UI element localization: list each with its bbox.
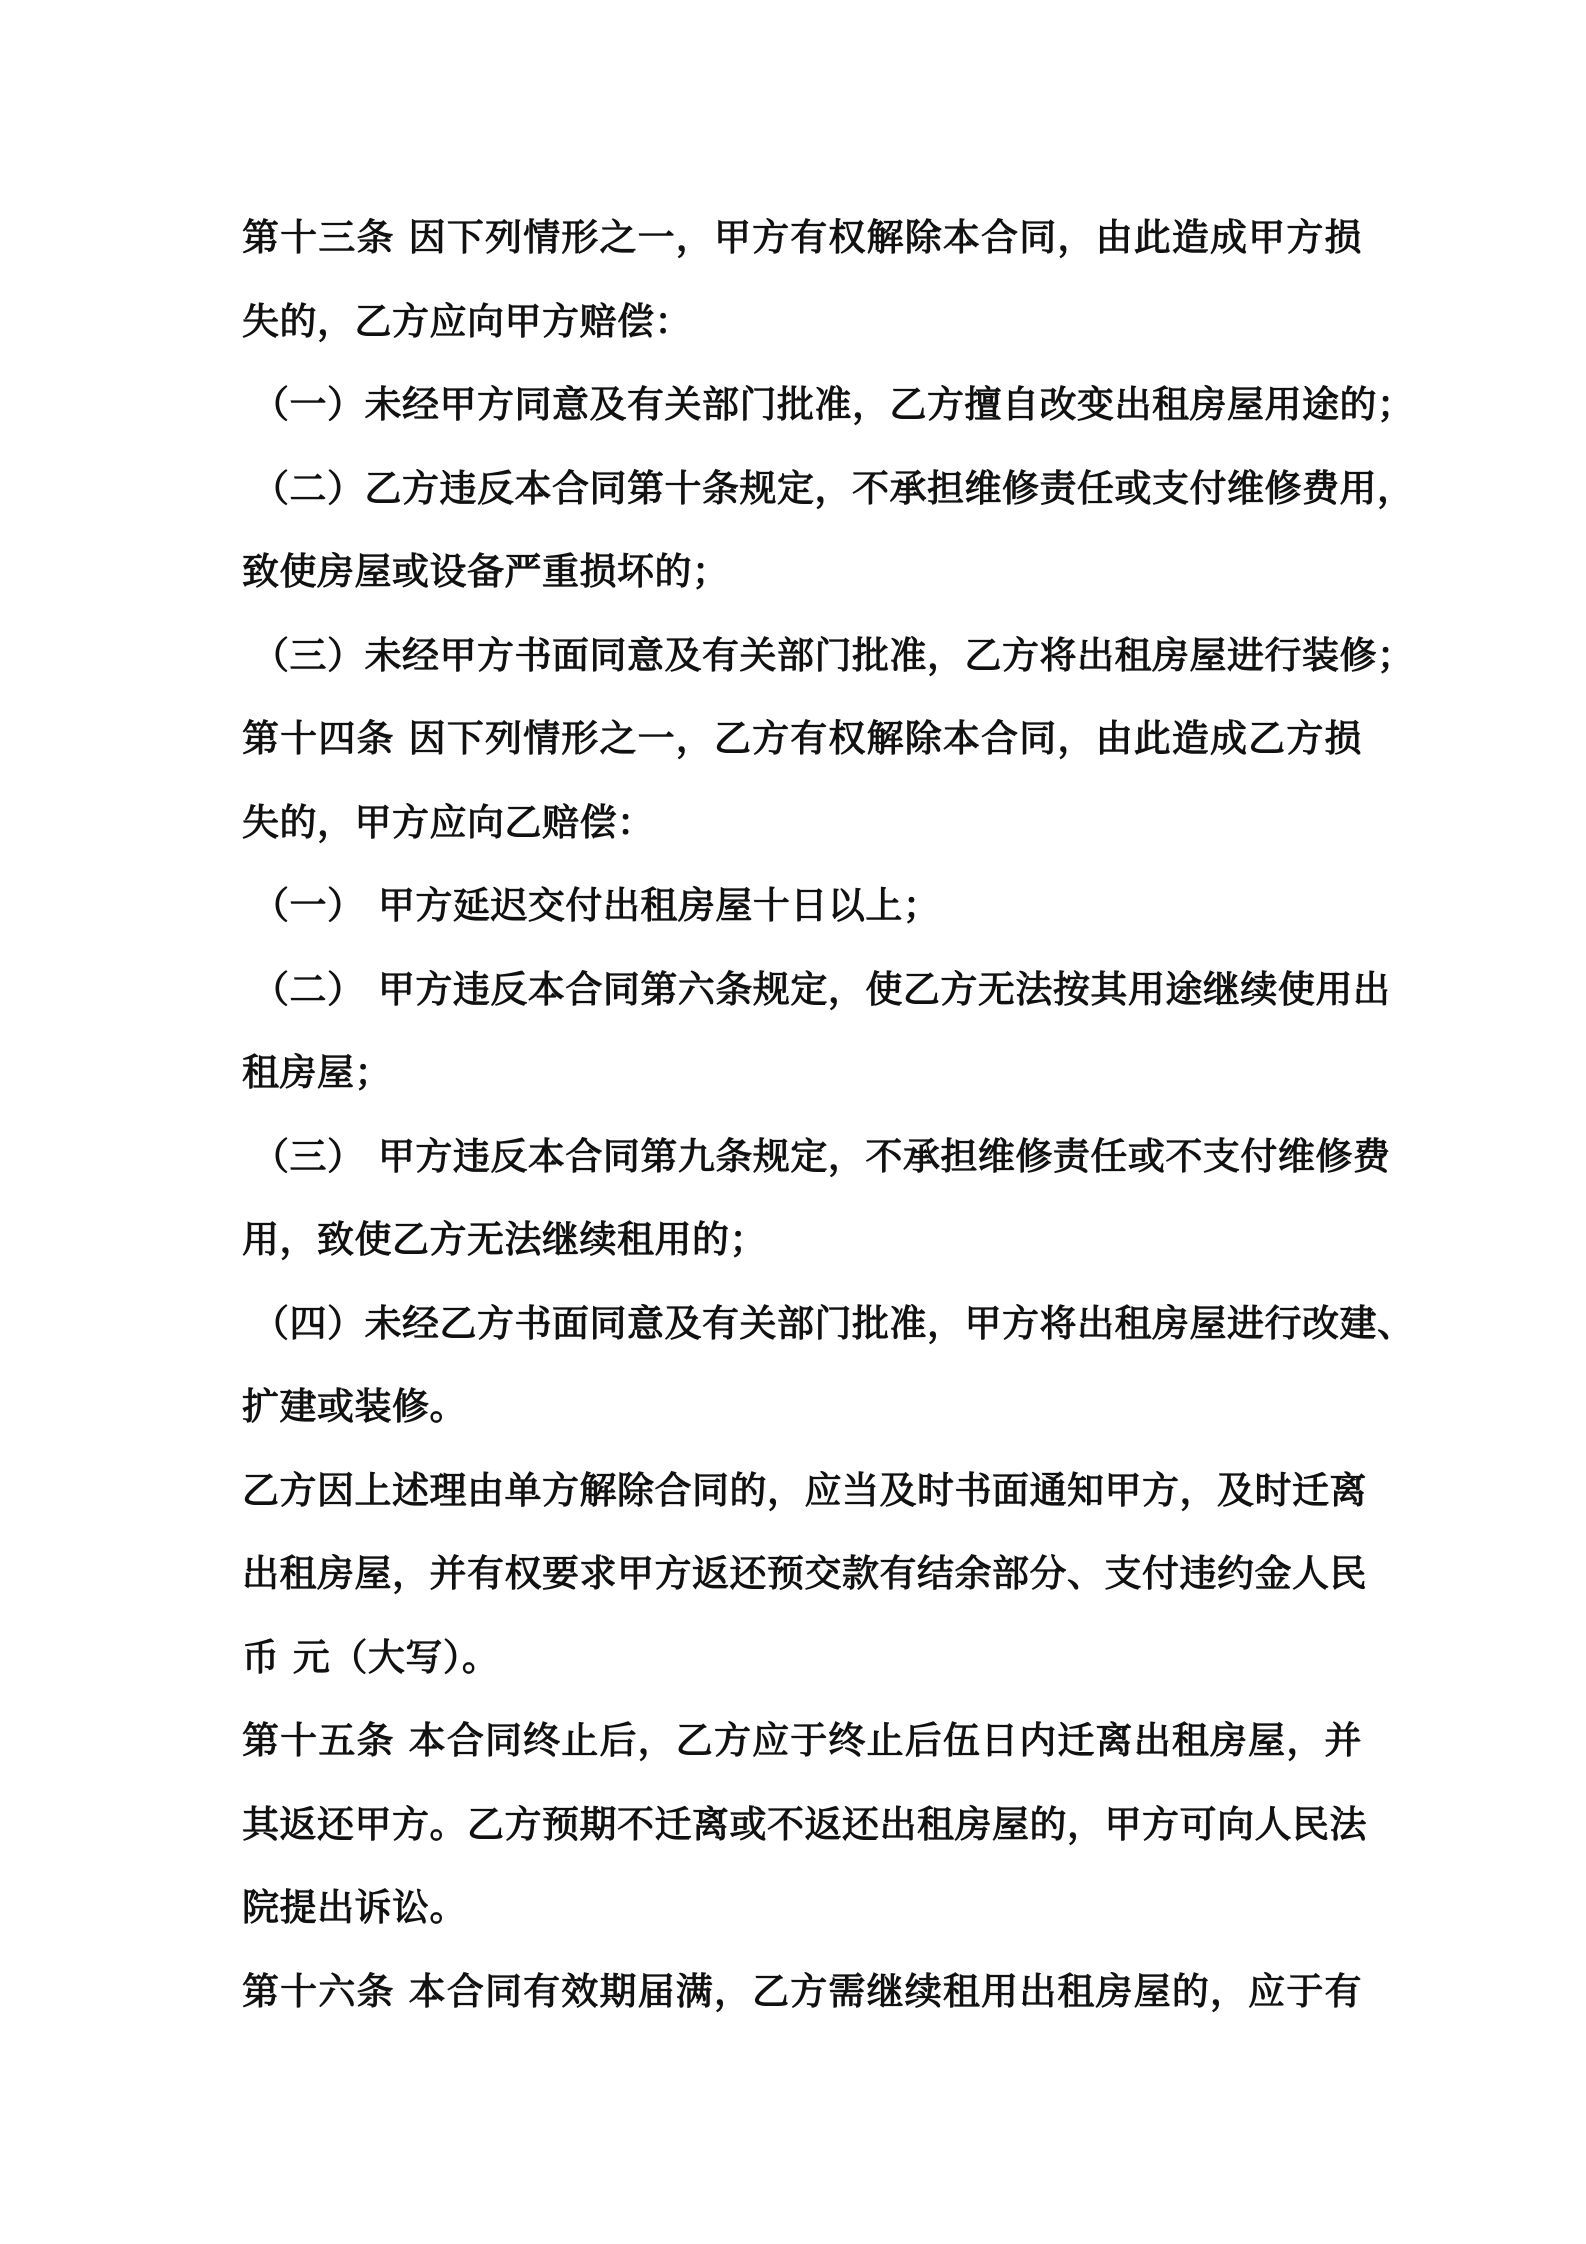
text-line: （三）未经甲方书面同意及有关部门批准，乙方将出租房屋进行装修； [252, 633, 1415, 677]
contract-text-body [242, 196, 1415, 2033]
text-line: 致使房屋或设备严重损坏的； [242, 550, 730, 593]
text-line: 院提出诉讼。 [242, 1886, 467, 1929]
text-line: 失的，甲方应向乙赔偿： [242, 800, 655, 844]
text-line: （二） 甲方违反本合同第六条规定，使乙方无法按其用途继续使用出 [252, 967, 1391, 1011]
text-line: （一） 甲方延迟交付出租房屋十日以上； [252, 884, 941, 927]
text-line: 币 元（大写）。 [242, 1635, 500, 1679]
text-line: 扩建或装修。 [242, 1385, 467, 1428]
text-line: 租房屋； [242, 1051, 392, 1094]
text-line: 第十四条 因下列情形之一，乙方有权解除本合同，由此造成乙方损 [242, 717, 1362, 760]
text-line: （三） 甲方违反本合同第九条规定，不承担维修责任或不支付维修费 [252, 1134, 1391, 1178]
text-line: 其返还甲方。乙方预期不迁离或不返还出租房屋的，甲方可向人民法 [242, 1802, 1367, 1846]
text-line: 失的，乙方应向甲方赔偿： [242, 299, 692, 343]
text-line: （四）未经乙方书面同意及有关部门批准，甲方将出租房屋进行改建、 [252, 1301, 1415, 1345]
text-line: 第十五条 本合同终止后，乙方应于终止后伍日内迁离出租房屋，并 [242, 1719, 1362, 1762]
text-line: 第十三条 因下列情形之一，甲方有权解除本合同，由此造成甲方损 [242, 216, 1362, 259]
text-line: 第十六条 本合同有效期届满，乙方需继续租用出租房屋的，应于有 [242, 1969, 1362, 2013]
text-line: （一）未经甲方同意及有关部门批准，乙方擅自改变出租房屋用途的； [252, 383, 1415, 426]
text-line: 乙方因上述理由单方解除合同的，应当及时书面通知甲方，及时迁离 [242, 1468, 1367, 1512]
text-line: 用，致使乙方无法继续租用的； [242, 1218, 767, 1261]
text-line: （二）乙方违反本合同第十条规定，不承担维修责任或支付维修费用， [252, 466, 1415, 510]
text-line: 出租房屋，并有权要求甲方返还预交款有结余部分、支付违约金人民 [242, 1552, 1367, 1595]
